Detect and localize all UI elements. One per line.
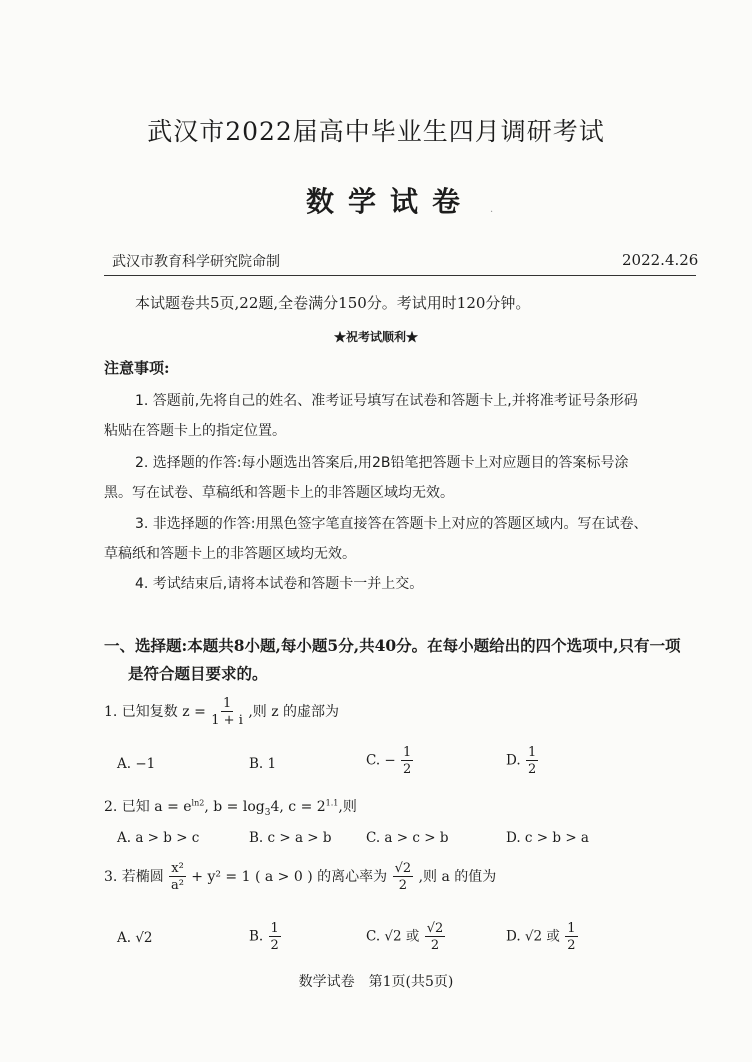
q1-option-d-den: 2 — [527, 762, 537, 777]
exam-title: 武汉市2022届高中毕业生四月调研考试 — [147, 117, 605, 146]
q3-e-num: √2 — [394, 861, 412, 876]
q3-option-b — [249, 922, 282, 952]
q3-x-fraction — [169, 862, 186, 892]
q1-fraction-num: 1 — [222, 696, 232, 711]
q2-c-exp: 1.1 — [325, 798, 339, 808]
q3-option-d-fraction — [565, 922, 577, 952]
notice-heading: 注意事项: — [104, 359, 170, 377]
section-heading-line-1: 一、选择题:本题共8小题,每小题5分,共40分。在每小题给出的四个选项中,只有一项 — [104, 636, 681, 655]
q3-option-d-label: D. √2 或 — [506, 928, 560, 945]
q1-option-c-num: 1 — [403, 745, 412, 760]
q3-option-c-label: C. √2 或 — [366, 928, 420, 945]
question-1-stem — [104, 697, 339, 727]
q2-c-def: , c = 2 — [279, 799, 326, 815]
section-heading-line-2: 是符合题目要求的。 — [128, 664, 268, 683]
q1-option-c — [366, 746, 414, 776]
q2-b-base: 3 — [264, 807, 271, 818]
q3-option-b-fraction — [269, 922, 281, 952]
notice-item-3-line-1: 3. 非选择题的作答:用黑色签字笔直接答在答题卡上对应的答题区域内。写在试卷、 — [135, 516, 648, 532]
q3-option-d — [506, 922, 579, 952]
q3-option-d-num: 1 — [567, 921, 576, 936]
q1-fraction-den: 1 + i — [211, 713, 243, 728]
q1-option-d-num: 1 — [527, 745, 537, 760]
q2-b-arg: 4 — [270, 799, 280, 815]
exam-date: 2022.4.26 — [622, 251, 699, 269]
good-luck-banner: ★祝考试顺利★ — [333, 330, 418, 344]
q1-option-b: B. 1 — [249, 756, 277, 772]
q3-option-c — [366, 922, 446, 952]
exam-info: 本试题卷共5页,22题,全卷满分150分。考试用时120分钟。 — [135, 294, 531, 312]
q3-x-num: x² — [171, 861, 184, 876]
q1-prefix: 1. 已知复数 z = — [104, 704, 206, 720]
q2-prefix: 2. 已知 — [104, 799, 150, 815]
q3-option-d-den: 2 — [567, 938, 576, 953]
question-2-stem — [104, 796, 357, 818]
notice-item-4-line-1: 4. 考试结束后,请将本试卷和答题卡一并上交。 — [135, 576, 424, 592]
q3-option-c-fraction — [425, 922, 446, 952]
q2-option-d: D. c > b > a — [506, 830, 589, 846]
q3-option-b-num: 1 — [270, 921, 279, 936]
q3-e-den: 2 — [398, 878, 407, 893]
page-footer: 数学试卷 第1页(共5页) — [298, 974, 454, 990]
q3-suffix: ,则 a 的值为 — [418, 869, 497, 885]
notice-item-2-line-1: 2. 选择题的作答:每小题选出答案后,用2B铅笔把答题卡上对应题目的答案标号涂 — [135, 455, 629, 471]
q2-option-c: C. a > c > b — [366, 830, 449, 846]
q1-option-c-den: 2 — [403, 762, 412, 777]
q2-suffix: ,则 — [338, 799, 357, 815]
q3-option-b-label: B. — [249, 928, 264, 945]
q3-option-b-den: 2 — [270, 938, 279, 953]
question-3-stem — [104, 862, 496, 892]
q3-option-a: A. √2 — [117, 930, 153, 946]
notice-item-1-line-2: 粘贴在答题卡上的指定位置。 — [104, 423, 286, 439]
notice-item-3-line-2: 草稿纸和答题卡上的非答题区域均无效。 — [104, 546, 356, 562]
q1-option-d — [506, 746, 539, 776]
q3-middle: + y² = 1 ( a > 0 ) 的离心率为 — [191, 869, 388, 885]
subject-title: 数学试卷 — [305, 185, 474, 218]
q1-option-a: A. −1 — [117, 756, 156, 772]
header-rule — [104, 275, 696, 276]
q2-a-exp: ln2 — [191, 798, 205, 808]
q2-b-def: , b = log — [204, 799, 265, 815]
q2-option-b: B. c > a > b — [249, 830, 332, 846]
q3-option-c-den: 2 — [430, 938, 440, 953]
q3-prefix: 3. 若椭圆 — [104, 869, 164, 885]
scan-mark: · — [490, 207, 494, 218]
q2-option-a: A. a > b > c — [117, 830, 200, 846]
q1-option-d-fraction — [526, 746, 538, 776]
issuer: 武汉市教育科学研究院命制 — [112, 254, 280, 270]
notice-item-1-line-1: 1. 答题前,先将自己的姓名、准考证号填写在试卷和答题卡上,并将准考证号条形码 — [135, 393, 638, 409]
q1-fraction — [211, 697, 243, 727]
q3-x-den: a² — [171, 878, 185, 893]
q3-option-c-num: √2 — [426, 921, 444, 936]
q2-a-def: a = e — [154, 799, 192, 815]
q1-option-c-label: C. − — [366, 752, 396, 769]
q3-e-fraction — [393, 862, 414, 892]
q1-option-d-label: D. — [506, 752, 521, 769]
q1-option-c-fraction — [401, 746, 413, 776]
q1-suffix: ,则 z 的虚部为 — [248, 704, 340, 720]
notice-item-2-line-2: 黑。写在试卷、草稿纸和答题卡上的非答题区域均无效。 — [104, 485, 454, 501]
